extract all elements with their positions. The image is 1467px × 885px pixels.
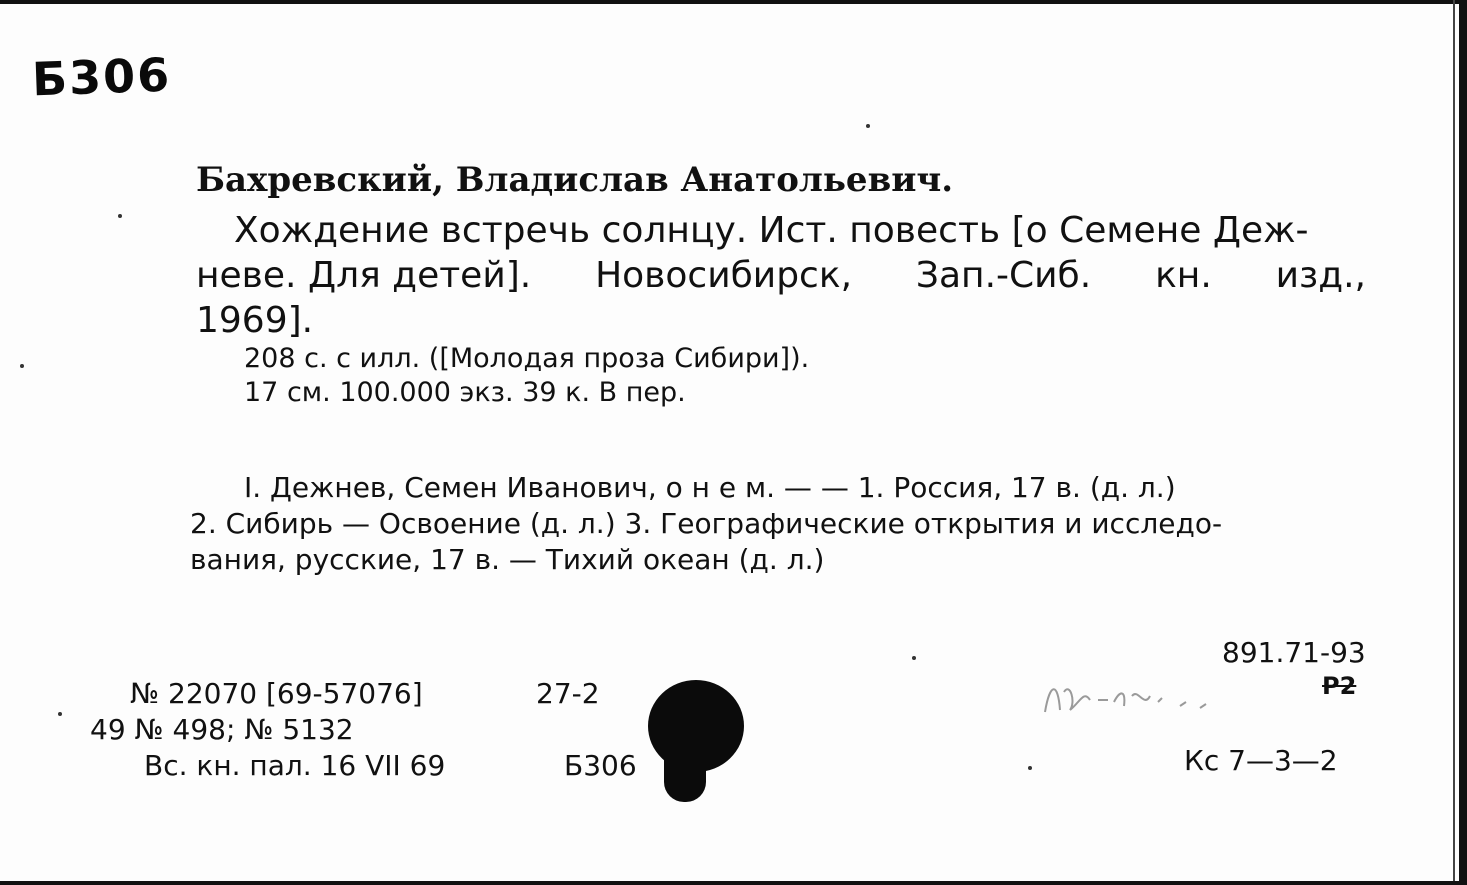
card-inner-right-edge <box>1453 0 1455 885</box>
footer-code: 27-2 <box>536 677 600 710</box>
footer-numbers: 49 № 498; № 5132 <box>90 713 354 746</box>
footer-shelfmark: Б306 <box>564 749 637 782</box>
title-line-2-part: Зап.-Сиб. <box>915 255 1092 296</box>
card-right-edge <box>1459 0 1467 885</box>
subject-tracings <box>190 470 1366 578</box>
title-line-2-part: изд., <box>1275 255 1366 296</box>
faint-handwriting-scribble <box>1040 672 1240 722</box>
speck <box>118 214 122 218</box>
footer-chamber-date: Вс. кн. пал. 16 VII 69 <box>144 749 446 782</box>
faint-handwriting <box>1040 672 1240 730</box>
collation-line: 17 см. 100.000 экз. 39 к. В пер. <box>244 377 686 408</box>
card-bottom-edge <box>0 881 1467 885</box>
tracing-line: вания, русские, 17 в. — Тихий океан (д. л.) <box>190 543 825 576</box>
title-line-2-part: кн. <box>1155 255 1212 296</box>
classification-number: 891.71-93 <box>1222 636 1366 669</box>
title-line-3: 1969]. <box>196 300 314 341</box>
classification-note: Р2 <box>1322 672 1357 700</box>
title-line-2-part: Новосибирск, <box>595 255 853 296</box>
punch-hole-neck <box>664 752 706 802</box>
speck <box>20 364 24 368</box>
handwritten-shelfmark: Б306 <box>31 47 172 107</box>
speck <box>58 712 62 716</box>
card-top-edge <box>0 0 1467 4</box>
title-line-1: Хождение встречь солнцу. Ист. повесть [о Семене Деж- <box>234 210 1309 251</box>
collation <box>244 342 809 410</box>
footer-row-3 <box>90 748 637 784</box>
footer-row-2 <box>90 712 445 748</box>
title-line-2 <box>196 253 1366 298</box>
footer-registration-number: № 22070 [69-57076] <box>130 677 423 710</box>
footer-row-1 <box>90 676 600 712</box>
speck <box>912 656 916 660</box>
kc-code: Кс 7—3—2 <box>1184 744 1338 777</box>
collation-line: 208 с. с илл. ([Молодая проза Сибири]). <box>244 343 810 374</box>
tracing-line: I. Дежнев, Семен Иванович, о н е м. — — 1. Россия, 17 в. (д. л.) <box>244 471 1176 504</box>
title-statement <box>196 208 1366 343</box>
author-heading: Бахревский, Владислав Анатольевич. <box>196 160 954 200</box>
card-footer <box>90 676 637 784</box>
speck <box>1028 766 1032 770</box>
speck <box>866 124 870 128</box>
title-line-2-part: неве. Для детей]. <box>196 255 532 296</box>
tracing-line: 2. Сибирь — Освоение (д. л.) 3. Географические открытия и исследо- <box>190 507 1223 540</box>
